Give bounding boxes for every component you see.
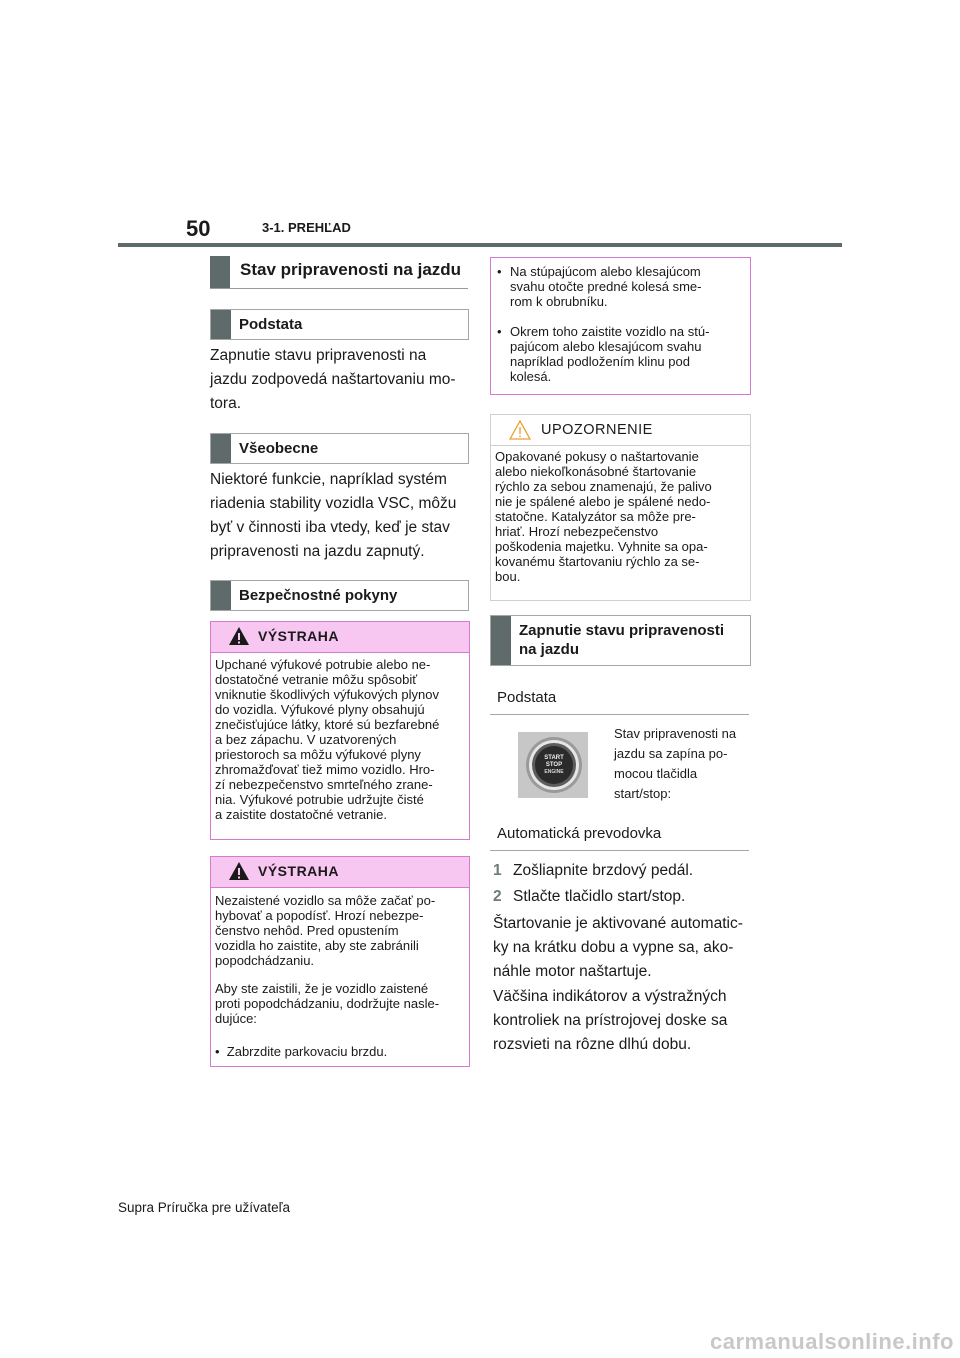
note-bullet xyxy=(497,324,745,384)
line: alebo niekoľkonásobné štartovanie xyxy=(495,464,697,479)
podstata-paragraph xyxy=(210,344,470,416)
line: svahu otočte predné kolesá sme- xyxy=(510,279,702,294)
note-bullet xyxy=(497,264,745,309)
line: riadenia stability vozidla VSC, môžu xyxy=(210,495,457,512)
indicator-paragraph xyxy=(493,985,758,1057)
caution-header xyxy=(491,415,750,446)
line: Opakované pokusy o naštartovanie xyxy=(495,449,699,464)
line: kontroliek na prístrojovej doske sa xyxy=(493,1012,728,1029)
line: statočne. Katalyzátor sa môže pre- xyxy=(495,509,696,524)
line: dujúce: xyxy=(215,1011,257,1026)
line: rozsvieti na rôzne dlhú dobu. xyxy=(493,1036,692,1053)
line: hriať. Hrozí nebezpečenstvo xyxy=(495,524,659,539)
footer-text: Supra Príručka pre užívateľa xyxy=(118,1200,291,1215)
line: tora. xyxy=(210,395,242,412)
warning-title: VÝSTRAHA xyxy=(258,863,340,879)
main-heading-text: Stav pripravenosti na jazdu xyxy=(240,260,462,279)
heading-bar xyxy=(210,256,230,288)
line: Upchané výfukové potrubie alebo ne- xyxy=(215,657,431,672)
line: hybovať a popodísť. Hrozí nebezpe- xyxy=(215,908,424,923)
line: do vozidla. Výfukové plyny obsahujú xyxy=(215,702,425,717)
line: Zapnutie stavu pripravenosti xyxy=(519,622,725,639)
heading-bar xyxy=(211,434,231,463)
step-text: Zošliapnite brzdový pedál. xyxy=(513,862,694,879)
bullet-text: Zabrzdite parkovaciu brzdu. xyxy=(226,1044,388,1059)
warning-title: VÝSTRAHA xyxy=(258,628,340,644)
warning-header xyxy=(211,857,469,888)
step-item xyxy=(493,858,753,884)
warning-header xyxy=(211,622,469,653)
line: zí nebezpečenstvo smrteľného zrane- xyxy=(215,777,433,792)
warning-text-para2 xyxy=(215,981,467,1026)
line: a bez zápachu. V uzatvorených xyxy=(215,732,397,747)
line: Stav pripravenosti na xyxy=(614,726,737,741)
caution-text xyxy=(495,449,747,584)
start-stop-button-image xyxy=(518,732,588,798)
warning-triangle-icon xyxy=(228,861,250,881)
warning-box-exhaust xyxy=(210,621,470,840)
line: napríklad podložením klinu pod xyxy=(510,354,690,369)
line: nie je spálené alebo je spálené nedo- xyxy=(495,494,711,509)
line: čenstvo nehôd. Pred opustením xyxy=(215,923,399,938)
line: bou. xyxy=(495,569,521,584)
line: rýchlo za sebou znamenajú, že palivo xyxy=(495,479,712,494)
line: vozidla ho zaistite, aby ste zabránili xyxy=(215,938,419,953)
line: dostatočné vetranie môžu spôsobiť xyxy=(215,672,418,687)
button-label-engine: ENGINE xyxy=(544,769,564,775)
subheading-podstata-right xyxy=(490,687,749,715)
warning-text-para1 xyxy=(215,893,467,968)
subheading-automaticka xyxy=(490,823,749,851)
line: start/stop: xyxy=(614,786,672,801)
warning-triangle-icon xyxy=(228,626,250,646)
vseobecne-paragraph xyxy=(210,468,470,564)
subheading-text: Automatická prevodovka xyxy=(497,825,662,842)
step-number: 2 xyxy=(493,888,502,905)
subheading-zapnutie xyxy=(490,615,751,666)
line: kovanému štartovaniu rýchlo za se- xyxy=(495,554,700,569)
subheading-text: Podstata xyxy=(497,689,557,706)
line: kolesá. xyxy=(510,369,552,384)
line: zhromažďovať tiež mimo vozidlo. Hro- xyxy=(215,762,435,777)
section-title: 3-1. PREHĽAD xyxy=(262,220,351,235)
line: Štartovanie je aktivované automatic- xyxy=(493,915,743,932)
step-text: Stlačte tlačidlo start/stop. xyxy=(513,888,686,905)
line: rom k obrubníku. xyxy=(510,294,608,309)
warning-box-rolling xyxy=(210,856,470,1067)
caution-triangle-icon xyxy=(509,420,531,440)
line: priestoroch sa môžu výfukové plyny xyxy=(215,747,421,762)
steps-list xyxy=(493,858,753,910)
line: popodchádzaniu. xyxy=(215,953,315,968)
line: byť v činnosti iba vtedy, keď je stav xyxy=(210,519,450,536)
warning-text xyxy=(215,657,467,822)
line: ky na krátku dobu a vypne sa, ako- xyxy=(493,939,734,956)
line: znečisťujúce látky, ktoré sú bezfarebné xyxy=(215,717,440,732)
button-label-stop: STOP xyxy=(545,762,563,768)
subheading-text xyxy=(519,621,724,659)
bullet-dot: • xyxy=(497,324,502,339)
note-box-parking xyxy=(490,257,751,395)
line: jazdu sa zapína po- xyxy=(614,746,728,761)
subheading-text: Všeobecne xyxy=(239,440,319,457)
line: a zaistite dostatočné vetranie. xyxy=(215,807,387,822)
subheading-vseobecne xyxy=(210,433,469,464)
line: Aby ste zaistili, že je vozidlo zaistené xyxy=(215,981,429,996)
line: proti popodchádzaniu, dodržujte nasle- xyxy=(215,996,440,1011)
line: vniknutie škodlivých výfukových plynov xyxy=(215,687,439,702)
step-number: 1 xyxy=(493,862,502,879)
line: Okrem toho zaistite vozidlo na stú- xyxy=(510,324,710,339)
warning-bullet xyxy=(215,1044,467,1059)
line: nia. Výfukové potrubie udržujte čisté xyxy=(215,792,424,807)
line: Zapnutie stavu pripravenosti na xyxy=(210,347,427,364)
line: pripravenosti na jazdu zapnutý. xyxy=(210,543,425,560)
watermark: carmanualsonline.info xyxy=(710,1329,954,1354)
line: na jazdu xyxy=(519,641,580,658)
line: náhle motor naštartuje. xyxy=(493,963,652,980)
step-item xyxy=(493,884,753,910)
line: Niektoré funkcie, napríklad systém xyxy=(210,471,447,488)
button-caption xyxy=(614,724,754,804)
line: Väčšina indikátorov a výstražných xyxy=(493,988,727,1005)
bullet-dot: • xyxy=(497,264,502,279)
button-label-start: START xyxy=(544,755,564,761)
heading-bar xyxy=(211,310,231,339)
start-paragraph xyxy=(493,912,758,984)
subheading-text: Bezpečnostné pokyny xyxy=(239,587,398,604)
line: mocou tlačidla xyxy=(614,766,698,781)
heading-bar xyxy=(491,616,511,665)
line: jazdu zodpovedá naštartovaniu mo- xyxy=(210,371,456,388)
heading-bar xyxy=(211,581,231,610)
main-heading xyxy=(210,256,468,289)
line: Na stúpajúcom alebo klesajúcom xyxy=(510,264,701,279)
subheading-text: Podstata xyxy=(239,316,303,333)
subheading-podstata xyxy=(210,309,469,340)
bullet-dot: • xyxy=(215,1044,227,1059)
page-number: 50 xyxy=(186,216,211,241)
subheading-bezpecnostne xyxy=(210,580,469,611)
line: Nezaistené vozidlo sa môže začať po- xyxy=(215,893,436,908)
start-stop-button-icon xyxy=(518,732,588,798)
line: poškodenia majetku. Vyhnite sa opa- xyxy=(495,539,708,554)
line: pajúcom alebo klesajúcom svahu xyxy=(510,339,702,354)
header-rule xyxy=(118,243,842,247)
caution-title: UPOZORNENIE xyxy=(541,422,653,438)
caution-box xyxy=(490,414,751,601)
